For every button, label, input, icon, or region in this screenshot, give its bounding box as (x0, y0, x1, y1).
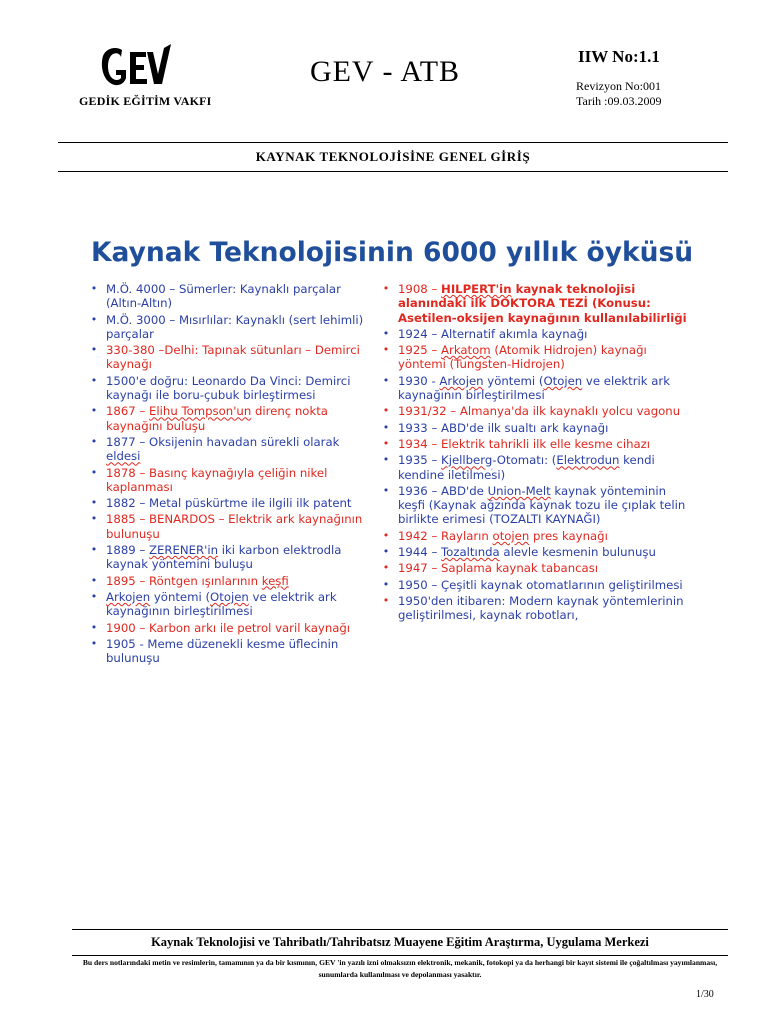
page-title: GEV - ATB (309, 55, 461, 88)
timeline-item: • 1936 – ABD'de Union-Melt kaynak yönteminin keşfi (Kaynak ağzında kaynak tozu ile çıplak telin birlikte erimesi (TOZALTI KAYNAĞI) (379, 484, 691, 527)
bullet-icon: • (382, 343, 390, 357)
bullet-icon: • (382, 528, 390, 542)
bullet-icon: • (90, 465, 98, 479)
bullet-icon: • (90, 620, 98, 634)
bullet-icon: • (90, 496, 98, 510)
bullet-icon: • (90, 343, 98, 357)
copyright-disclaimer: Bu ders notlarındaki metin ve resimlerin, tamamının ya da bir kısmının, GEV 'in yazılı izni olmaksızın elektronik, mekanik, fotokopi ya da herhangi bir kayıt sistemi ile çoğaltılması yayımlanması, sunumlarda kullanılması ve depolanması yasaktır. (82, 958, 718, 979)
timeline-item: • 1947 – Saplama kaynak tabancası (379, 561, 691, 575)
bullet-icon: • (90, 404, 98, 418)
timeline-item: • M.Ö. 4000 – Sümerler: Kaynaklı parçalar (Altın-Altın) (87, 282, 377, 311)
bullet-icon: • (382, 453, 390, 467)
footer-rule-bottom (72, 955, 728, 956)
timeline-item: • M.Ö. 3000 – Mısırlılar: Kaynaklı (sert lehimli) parçalar (87, 313, 377, 342)
timeline-left-column (87, 282, 377, 667)
timeline-item: • 1930 - Arkojen yöntemi (Otojen ve elektrik ark kaynağının birleştirilmesi (379, 374, 691, 403)
bullet-icon: • (382, 577, 390, 591)
timeline-item: • 1889 – ZERENER'in iki karbon elektrodla kaynak yöntemini buluşu (87, 543, 377, 572)
timeline-item: • 1878 – Basınç kaynağıyla çeliğin nikel kaplanması (87, 466, 377, 495)
document-number: IIW No:1.1 (578, 47, 660, 66)
header-rule-bottom (58, 171, 728, 172)
bullet-icon: • (382, 436, 390, 450)
timeline-item: • 1900 – Karbon arkı ile petrol varil kaynağı (87, 621, 377, 635)
bullet-icon: • (382, 404, 390, 418)
timeline-item: • 1905 - Meme düzenekli kesme üflecinin bulunuşu (87, 637, 377, 666)
timeline-item: • 1867 – Elihu Tompson'un direnç nokta kaynağını buluşu (87, 404, 377, 433)
bullet-icon: • (90, 512, 98, 526)
timeline-item: • 1877 – Oksijenin havadan sürekli olarak eldesi (87, 435, 377, 464)
timeline-item: • Arkojen yöntemi (Otojen ve elektrik ark kaynağının birleştirilmesi (87, 590, 377, 619)
footer-rule-top (72, 929, 728, 930)
timeline-item: • 1933 – ABD'de ilk sualtı ark kaynağı (379, 421, 691, 435)
gev-logo-icon (96, 40, 176, 94)
timeline-item: • 1942 – Rayların otojen pres kaynağı (379, 529, 691, 543)
timeline-item: • 1935 – Kjellberg-Otomatı: (Elektrodun kendi kendine iletilmesi) (379, 453, 691, 482)
slide-title: Kaynak Teknolojisinin 6000 yıllık öyküsü (91, 237, 694, 268)
bullet-icon: • (382, 326, 390, 340)
bullet-icon: • (90, 636, 98, 650)
timeline-item: • 1925 – Arkatom (Atomik Hidrojen) kaynağı yöntemi (Tungsten-Hidrojen) (379, 343, 691, 372)
bullet-icon: • (90, 543, 98, 557)
timeline-item: • 1944 – Tozaltında alevle kesmenin bulunuşu (379, 545, 691, 559)
bullet-icon: • (90, 573, 98, 587)
document-date: Tarih :09.03.2009 (576, 94, 662, 108)
bullet-icon: • (90, 282, 98, 295)
timeline-item: • 1882 – Metal püskürtme ile ilgili ilk patent (87, 496, 377, 510)
timeline-item: • 1950'den itibaren: Modern kaynak yöntemlerinin geliştirilmesi, kaynak robotları, (379, 594, 691, 623)
history-slide-image (79, 225, 694, 680)
footer-title: Kaynak Teknolojisi ve Tahribatlı/Tahribatsız Muayene Eğitim Araştırma, Uygulama Merkezi (151, 935, 649, 949)
timeline-item: • 1924 – Alternatif akımla kaynağı (379, 327, 691, 341)
timeline-item: • 1950 – Çeşitli kaynak otomatlarının geliştirilmesi (379, 578, 691, 592)
bullet-icon: • (382, 420, 390, 434)
bullet-icon: • (382, 561, 390, 575)
timeline-item: • 1931/32 – Almanya'da ilk kaynaklı yolcu vagonu (379, 404, 691, 418)
page-number: 1/30 (696, 989, 714, 1000)
timeline-item: • 1934 – Elektrik tahrikli ilk elle kesme cihazı (379, 437, 691, 451)
bullet-icon: • (382, 373, 390, 387)
bullet-icon: • (90, 373, 98, 387)
logo-caption: GEDİK EĞİTİM VAKFI (79, 94, 212, 108)
bullet-icon: • (90, 312, 98, 326)
timeline-item: • 330-380 –Delhi: Tapınak sütunları – Demirci kaynağı (87, 343, 377, 372)
bullet-icon: • (382, 282, 390, 295)
timeline-item: • 1895 – Röntgen ışınlarının keşfi (87, 574, 377, 588)
timeline-item: • 1885 – BENARDOS – Elektrik ark kaynağının bulunuşu (87, 512, 377, 541)
timeline-right-column (379, 282, 691, 625)
bullet-icon: • (382, 593, 390, 607)
revision-number: Revizyon No:001 (576, 79, 661, 93)
timeline-item: • 1908 – HILPERT'in kaynak teknolojisi alanındaki ilk DOKTORA TEZİ (Konusu: Asetilen-oksijen kaynağının kullanılabilirliği (379, 282, 691, 325)
section-title: KAYNAK TEKNOLOJİSİNE GENEL GİRİŞ (255, 149, 531, 164)
header-rule-top (58, 142, 728, 143)
bullet-icon: • (382, 545, 390, 559)
bullet-icon: • (90, 434, 98, 448)
bullet-icon: • (382, 483, 390, 497)
bullet-icon: • (90, 589, 98, 603)
timeline-item: • 1500'e doğru: Leonardo Da Vinci: Demirci kaynağı ile boru-çubuk birleştirmesi (87, 374, 377, 403)
